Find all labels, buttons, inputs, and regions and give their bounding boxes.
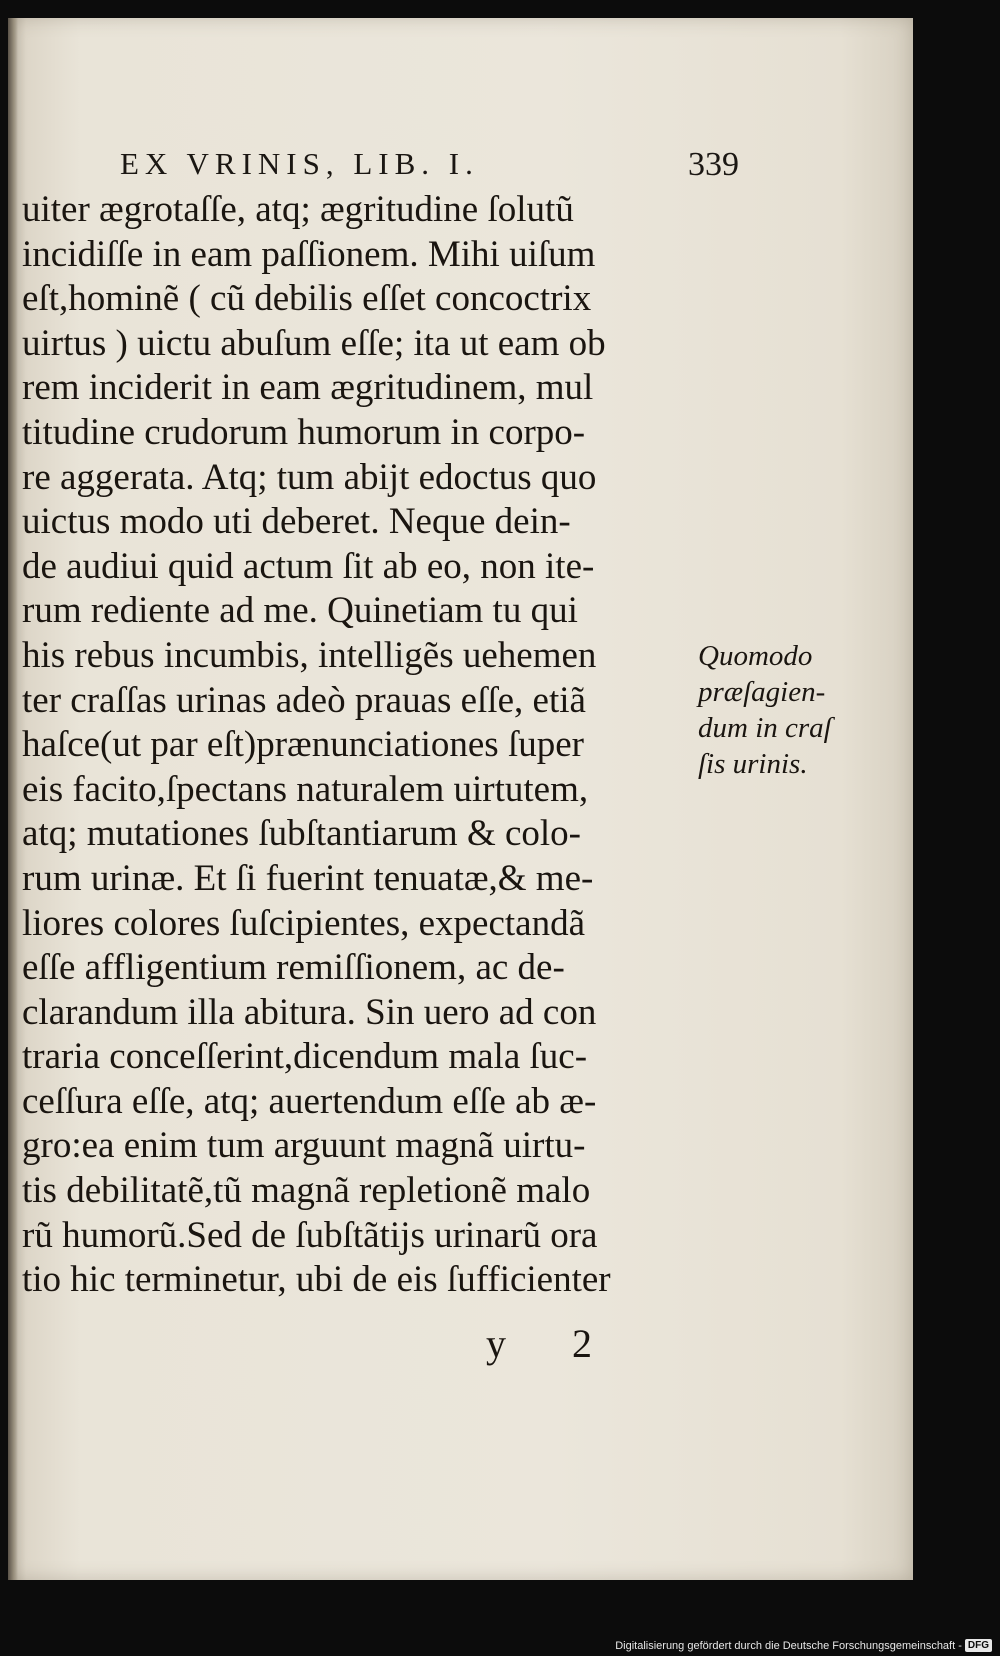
text-line: uiter ægrotaſſe, atq; ægritudine ſolutũ bbox=[22, 189, 574, 230]
text-line: rum rediente ad me. Quinetiam tu qui bbox=[22, 590, 578, 632]
text-line: tio hic terminetur, ubi de eis ſufficienter bbox=[22, 1259, 611, 1301]
text-line: atq; mutationes ſubſtantiarum & colo- bbox=[22, 813, 581, 855]
page-spine-shadow bbox=[8, 18, 18, 1580]
text-line: eis facito,ſpectans naturalem uirtutem, bbox=[22, 768, 589, 810]
marginal-note-line: Quomodo bbox=[698, 640, 813, 672]
text-line: clarandum illa abitura. Sin uero ad con bbox=[22, 991, 597, 1033]
text-line: de audiui quid actum ſit ab eo, non ite- bbox=[22, 545, 595, 587]
text-line: incidiſſe in eam paſſionem. Mihi uiſum bbox=[22, 233, 596, 275]
text-line: rum urinæ. Et ſi fuerint tenuatæ,& me- bbox=[22, 857, 594, 899]
marginal-note-line: dum in craſ bbox=[698, 712, 832, 744]
page-number: 339 bbox=[688, 146, 739, 183]
text-line: liores colores ſuſcipientes, expectandã bbox=[22, 902, 586, 944]
text-line: re aggerata. Atq; tum abijt edoctus quo bbox=[22, 456, 597, 498]
text-line: uictus modo uti deberet. Neque dein- bbox=[22, 501, 571, 543]
book-page bbox=[8, 18, 913, 1580]
running-head: EX VRINIS, LIB. I. bbox=[120, 146, 479, 181]
text-line: uirtus ) uictu abuſum eſſe; ita ut eam ob bbox=[22, 322, 606, 364]
signature-mark: y 2 bbox=[486, 1321, 620, 1366]
marginal-note-line: præſagien- bbox=[698, 676, 826, 708]
funding-notice bbox=[615, 1639, 992, 1652]
text-line: eſſe affligentium remiſſionem, ac de- bbox=[22, 947, 565, 989]
text-line: titudine crudorum humorum in corpo- bbox=[22, 411, 586, 453]
text-line: tis debilitatẽ,tũ magnã repletionẽ malo bbox=[22, 1170, 591, 1212]
text-line: rũ humorũ.Sed de ſubſtãtijs urinarũ ora bbox=[22, 1214, 598, 1256]
dfg-logo: DFG bbox=[965, 1639, 992, 1652]
funding-notice-text: Digitalisierung gefördert durch die Deutsche Forschungsgemeinschaft - bbox=[615, 1639, 962, 1652]
text-line: traria conceſſerint,dicendum mala ſuc- bbox=[22, 1036, 588, 1078]
text-line: ter craſſas urinas adeò prauas eſſe, etiã bbox=[22, 679, 586, 721]
marginal-note-line: ſis urinis. bbox=[698, 748, 808, 780]
text-line: rem inciderit in eam ægritudinem, mul bbox=[22, 367, 594, 409]
text-line: his rebus incumbis, intelligẽs uehemen bbox=[22, 634, 597, 676]
marginal-note bbox=[698, 638, 848, 782]
text-line: haſce(ut par eſt)prænunciationes ſuper bbox=[22, 724, 584, 766]
text-line: eſt,hominẽ ( cũ debilis eſſet concoctrix bbox=[22, 278, 592, 320]
text-line: ceſſura eſſe, atq; auertendum eſſe ab æ- bbox=[22, 1080, 597, 1122]
body-text bbox=[22, 188, 692, 1303]
text-line: gro:ea enim tum arguunt magnã uirtu- bbox=[22, 1125, 586, 1167]
